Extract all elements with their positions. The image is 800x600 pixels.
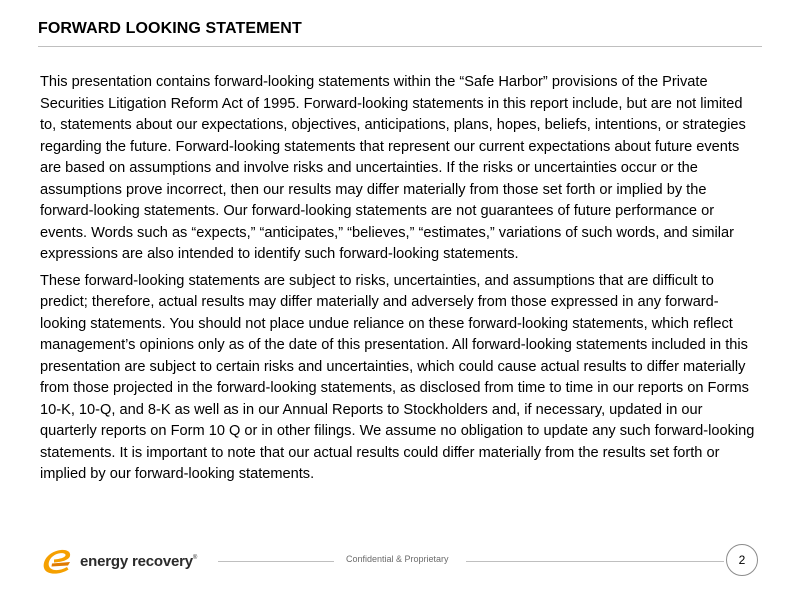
slide-title: FORWARD LOOKING STATEMENT — [38, 20, 302, 37]
confidential-label: Confidential & Proprietary — [346, 554, 449, 564]
statement-paragraph-1: This presentation contains forward-looking statements within the “Safe Harbor” provisions of the Private Securities Litigation Reform Act of 1995. Forward-looking statements in this report include, but are not limited to, statements about our expectations, objectives, anticipations, plans, hopes, beliefs, intentions, or strategies regarding the future. Forward-looking statements that represent our current expectations about future events are based on assumptions and involve risks and uncertainties. If the risks or uncertainties occur or the assumptions prove incorrect, then our results may differ materially from those set forth or implied by the forward-looking statements. Our forward-looking statements are not guarantees of future performance or events. Words such as “expects,” “anticipates,” “believes,” “estimates,” variations of such words, and similar expressions are also intended to identify such forward-looking statements. — [40, 74, 746, 262]
company-logo — [40, 546, 197, 576]
footer-divider-left — [218, 561, 334, 562]
statement-paragraph-2: These forward-looking statements are subject to risks, uncertainties, and assumptions that are difficult to predict; therefore, actual results may differ materially and adversely from those expressed in any forward-looking statements. You should not place undue reliance on these forward-looking statements, which reflect management’s opinions only as of the date of this presentation. All forward-looking statements included in this presentation are subject to certain risks and uncertainties, which could cause actual results to differ materially from those projected in the forward-looking statements, as disclosed from time to time in our reports on Forms 10-K, 10-Q, and 8-K as well as in our Annual Reports to Stockholders and, if necessary, updated in our quarterly reports on Form 10 Q or in other filings. We assume no obligation to update any such forward-looking statements. It is important to note that our actual results could differ materially from the results set forth or implied by our forward-looking statements. — [40, 272, 755, 482]
registered-mark: ® — [192, 554, 198, 561]
company-name-text: energy recovery — [80, 552, 193, 570]
footer-divider-right — [466, 561, 724, 562]
slide-footer — [0, 536, 800, 586]
energy-recovery-logo-icon — [40, 546, 74, 576]
statement-body — [40, 72, 756, 486]
title-divider — [38, 46, 762, 47]
company-name — [80, 553, 197, 570]
page-number: 2 — [726, 544, 758, 576]
